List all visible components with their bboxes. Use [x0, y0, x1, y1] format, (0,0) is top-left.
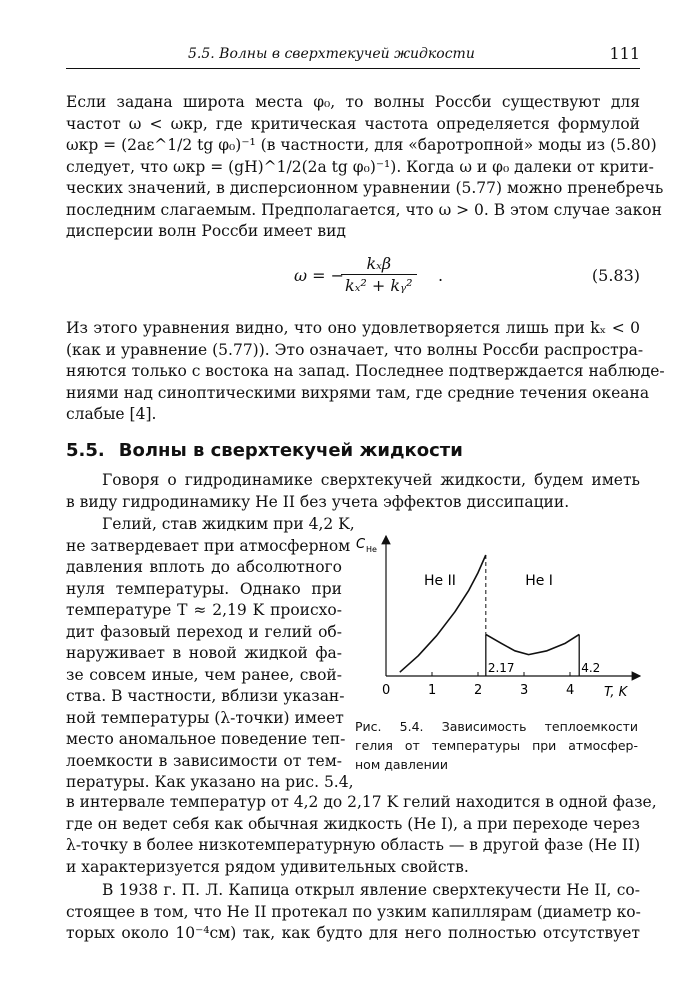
equation-denominator: kₓ² + kᵧ² — [345, 276, 413, 295]
equation-lhs: ω = − — [294, 266, 345, 285]
section-heading-text: Волны в сверхтекучей жидкости — [118, 440, 463, 461]
text-line: зе совсем иные, чем ранее, свой- — [66, 665, 342, 684]
caption-line: ном давлении — [355, 757, 448, 772]
text-line: частот ω < ωкр, где критическая частота определяется формулой — [66, 114, 640, 133]
x-tick-label: 0 — [382, 683, 391, 698]
header-section-title: 5.5. Волны в сверхтекучей жидкости — [188, 46, 475, 62]
paragraph-rossby-direction — [66, 318, 665, 426]
text-line: (как и уравнение (5.77)). Это означает, что волны Россби распростра- — [66, 340, 644, 359]
text-line: лоемкости в зависимости от тем- — [66, 751, 342, 770]
text-line: ниями над синоптическими вихрями там, где средние течения океана — [66, 383, 650, 402]
x-tick-label: 1 — [428, 683, 437, 698]
text-line: следует, что ωкр = (gH)^1/2(2a tg φ₀)⁻¹). Когда ω и φ₀ далеки от крити- — [66, 157, 654, 176]
equation-5-83 — [66, 250, 640, 310]
text-line: В 1938 г. П. Л. Капица открыл явление сверхтекучести He II, со- — [102, 881, 640, 899]
text-line: давления вплоть до абсолютного — [66, 558, 342, 576]
text-line: торых около 10⁻⁴см) так, как будто для него полностью отсутствует — [66, 924, 640, 942]
fraction-bar — [341, 274, 417, 275]
region-label: He I — [525, 573, 553, 590]
caption-line: Рис. 5.4. Зависимость теплоемкости — [355, 719, 638, 734]
page-number: 111 — [609, 44, 640, 63]
section-number: 5.5. — [66, 440, 105, 461]
x-tick-label: 3 — [520, 683, 529, 698]
y-axis-label: C — [356, 537, 366, 552]
text-line: где он ведет себя как обычная жидкость (He I), а при переходе через — [66, 814, 640, 833]
text-line: дит фазовый переход и гелий об- — [66, 622, 342, 641]
figure-caption — [355, 717, 638, 774]
text-line: λ-точку в более низкотемпературную область — в другой фазе (He II) — [66, 836, 641, 854]
text-line: в интервале температур от 4,2 до 2,17 K гелий находится в одной фазе, — [66, 793, 657, 811]
text-line: ства. В частности, вблизи указан- — [66, 687, 345, 705]
equation-tail: . — [438, 266, 444, 285]
text-line: стоящее в том, что He II протекал по узким капиллярам (диаметр ко- — [66, 902, 641, 921]
region-label: He II — [424, 573, 456, 590]
x-axis-label: T, K — [604, 685, 628, 700]
heat-capacity-chart — [350, 530, 645, 710]
equation-fraction — [341, 254, 417, 295]
equation-numerator: kₓβ — [366, 254, 392, 273]
text-line: Если задана широта места φ₀, то волны Россби существуют для — [66, 93, 640, 111]
x-tick-label: 4 — [566, 683, 575, 698]
paragraph-intro-superfluid — [66, 470, 640, 513]
caption-line: гелия от температуры при атмосфер- — [355, 738, 638, 753]
text-line: в виду гидродинамику He II без учета эффектов диссипации. — [66, 492, 570, 511]
paragraph-phases — [66, 792, 657, 878]
running-header — [66, 44, 640, 69]
series-curve-he-i — [486, 634, 579, 654]
y-axis-label-subscript: He — [366, 545, 377, 554]
paragraph-rossby-frequency — [66, 92, 664, 243]
text-line: и характеризуется рядом удивительных свойств. — [66, 857, 469, 876]
text-line: место аномальное поведение теп- — [66, 730, 346, 748]
text-line: Говоря о гидродинамике сверхтекучей жидкости, будем иметь — [102, 471, 640, 489]
text-line: Из этого уравнения видно, что оно удовлетворяется лишь при kₓ < 0 — [66, 319, 640, 337]
text-line: наруживает в новой жидкой фа- — [66, 644, 342, 662]
text-line: температуре T ≈ 2,19 K происхо- — [66, 601, 342, 619]
text-line: няются только с востока на запад. Последнее подтверждается наблюде- — [66, 362, 665, 380]
marked-value-label: 2.17 — [487, 661, 515, 675]
equation-number: (5.83) — [591, 266, 640, 285]
text-line: дисперсии волн Россби имеет вид — [66, 222, 346, 240]
text-line: последним слагаемым. Предполагается, что ω > 0. В этом случае закон — [66, 200, 662, 219]
x-tick-label: 2 — [474, 683, 483, 698]
marked-value-label: 4.2 — [581, 661, 601, 675]
text-line: Гелий, став жидким при 4,2 K, — [102, 515, 355, 533]
section-heading — [66, 440, 477, 461]
text-line: не затвердевает при атмосферном — [66, 536, 351, 555]
paragraph-helium-wrapped — [66, 514, 355, 794]
text-line: ческих значений, в дисперсионном уравнении (5.77) можно пренебречь — [66, 179, 664, 197]
text-line: ωкр = (2aε^1/2 tg φ₀)⁻¹ (в частности, для «баротропной» моды из (5.80) — [66, 136, 657, 154]
text-line: нуля температуры. Однако при — [66, 579, 342, 598]
text-line: слабые [4]. — [66, 405, 157, 423]
text-line: ной температуры (λ-точки) имеет — [66, 708, 344, 727]
paragraph-kapitsa — [66, 880, 640, 945]
text-line: пературы. Как указано на рис. 5.4, — [66, 773, 354, 791]
